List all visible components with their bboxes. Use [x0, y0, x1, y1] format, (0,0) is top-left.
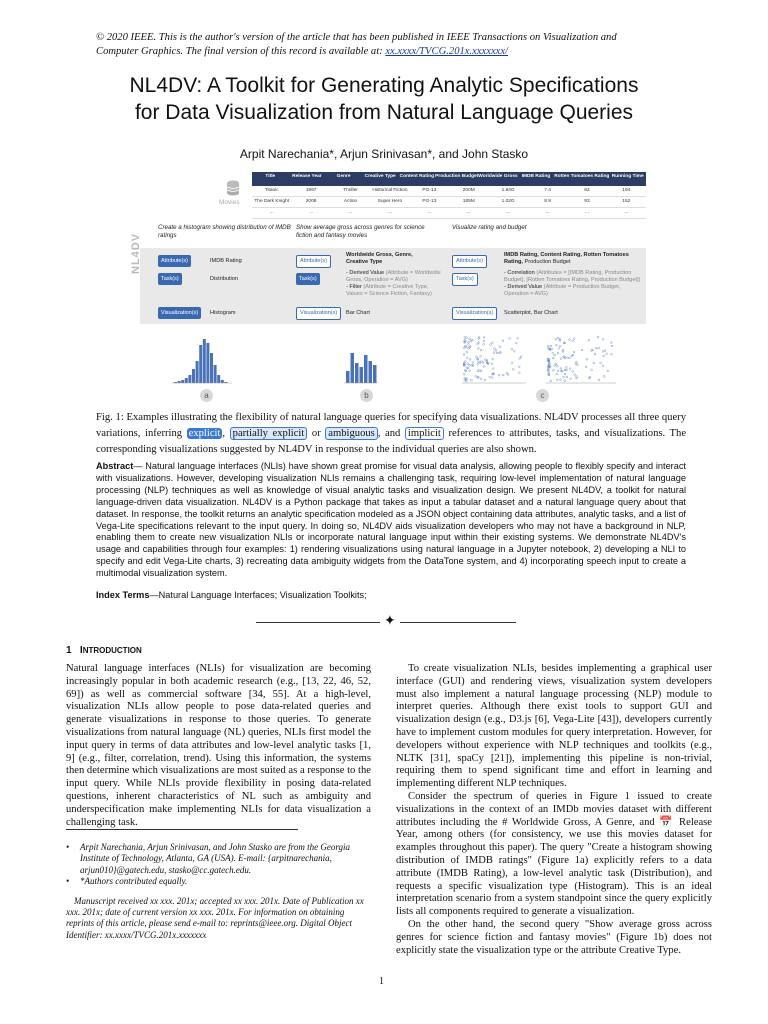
- histogram-bar: [203, 339, 206, 383]
- scatter-point: [551, 348, 553, 350]
- scatter-point: [570, 378, 572, 380]
- table-row: [252, 208, 646, 219]
- scatter-point: [572, 340, 574, 342]
- table-cell: 7.4: [544, 188, 551, 193]
- scatter-point: [480, 355, 482, 357]
- bar: [360, 367, 364, 383]
- table-cell: PG-13: [422, 199, 437, 204]
- scatter-point: [470, 340, 472, 342]
- scatter-point: [483, 344, 485, 346]
- scatter-point: [467, 344, 469, 346]
- query-c: Visualize rating and budget: [452, 224, 527, 231]
- table-cell: ...: [309, 210, 314, 215]
- scatter-point: [492, 342, 494, 344]
- left-column: [66, 663, 371, 829]
- histogram-bar: [185, 378, 188, 383]
- scatter-point: [560, 358, 562, 360]
- bar: [355, 363, 359, 383]
- bar: [369, 361, 373, 383]
- scatter-point: [477, 348, 479, 350]
- attr-b: Worldwide Gross, Genre, Creative Type: [346, 252, 413, 265]
- table-body: [252, 186, 646, 219]
- scatter-point: [480, 378, 482, 380]
- scatter-point: [560, 379, 562, 381]
- tag-attributes-a: Attribute(s): [158, 255, 191, 267]
- subfig-label-c: c: [536, 389, 549, 402]
- scatter-point: [553, 369, 555, 371]
- scatter-point: [486, 360, 488, 362]
- bar: [364, 355, 368, 383]
- scatter-point: [484, 359, 486, 361]
- table-header-cell: Production Budget: [435, 174, 479, 179]
- scatter-point: [467, 363, 469, 365]
- footnote-affiliation: • Arpit Narechania, Arjun Srinivasan, and John Stasko are from the Georgia Institute of Technology, Atlanta, GA (USA). E-mail: {arpitnarechania, arjun010}@gatech.edu, stasko@cc.gatech.edu.: [66, 842, 350, 875]
- scatter-point: [611, 353, 613, 355]
- table-header-cell: Rotten Tomatoes Rating: [554, 174, 610, 179]
- table-cell: 2008: [305, 199, 317, 204]
- scatter-point: [566, 376, 568, 378]
- query-a: Create a histogram showing distribution of IMDB ratings: [158, 224, 291, 239]
- scatter-point: [518, 372, 520, 374]
- scatter-point: [598, 347, 600, 349]
- scatter-point: [573, 351, 575, 353]
- scatter-point: [581, 349, 583, 351]
- scatter-point: [598, 379, 600, 381]
- teaser-figure: [130, 172, 646, 410]
- scatter-point: [559, 345, 561, 347]
- scatter-point: [491, 377, 493, 379]
- scatter-point: [591, 369, 593, 371]
- scatter-point: [603, 376, 605, 378]
- scatter-point: [469, 359, 471, 361]
- subfig-label-a: a: [200, 389, 213, 402]
- scatter-point: [573, 338, 575, 340]
- scatter-point: [555, 338, 557, 340]
- scatter-point: [463, 347, 465, 349]
- table-cell: Historical Fiction: [372, 188, 408, 193]
- scatter-point: [562, 349, 564, 351]
- scatter-point: [564, 380, 566, 382]
- scatter-point: [556, 379, 558, 381]
- scatter-point: [494, 348, 496, 350]
- footnote-equal: • *Authors contributed equally.: [66, 876, 188, 887]
- scatter-point: [597, 336, 599, 338]
- task-b: - Derived Value (Attribute = Worldwide Gross, Operation = AVG) - Filter (Attribute = Creative Type, Values = Science Fiction, Fantasy): [346, 270, 441, 297]
- histogram-bar: [206, 343, 209, 383]
- scatter-point: [464, 377, 466, 379]
- tag-tasks-b: Task(s): [296, 273, 320, 285]
- scatter-point: [466, 351, 468, 353]
- tag-attributes-c: Attribute(s): [452, 255, 487, 268]
- scatter-point: [469, 338, 471, 340]
- scatter-point: [495, 349, 497, 351]
- tag-vis-a: Visualization(s): [158, 307, 201, 319]
- scatter-point: [478, 342, 480, 344]
- scatter-point: [520, 356, 522, 358]
- scatter-point: [594, 353, 596, 355]
- task-a: Distribution: [210, 276, 238, 282]
- scatter-point: [498, 374, 500, 376]
- scatter-point: [472, 362, 474, 364]
- scatter-point: [468, 341, 470, 343]
- scatter-point: [554, 354, 556, 356]
- abstract: [96, 461, 686, 580]
- scatter-point: [491, 363, 493, 365]
- scatter-point: [490, 344, 492, 346]
- explicit-highlight: explicit: [188, 428, 221, 439]
- intro-paragraph-2: To create visualization NLIs, besides implementing a graphical user interface (GUI) and rendering views, visualization system developers must also implement a natural language processing (NLP) module to interpret queries. Although there exist tools to support GUI and visualization design (e.g., D3.js [6], Vega-Lite [43]), developers currently have to implement custom modules for query interpretation. However, for developers without experience with NLP techniques and toolkits (e.g., NLTK [31], spaCy [21]), implementing this pipeline is non-trivial, requiring them to spend significant time and effort in learning and implementing different NLP techniques.: [396, 663, 712, 790]
- table-cell: 1.84G: [501, 188, 515, 193]
- title-line2: for Data Visualization from Natural Language Queries: [134, 101, 634, 124]
- scatter-point: [602, 365, 604, 367]
- scatter-point: [483, 340, 485, 342]
- table-cell: 8.9: [544, 199, 551, 204]
- table-cell: Thriller: [343, 188, 358, 193]
- paper-title: [40, 72, 728, 126]
- scatter-point: [557, 352, 559, 354]
- scatter-point: [564, 373, 566, 375]
- scatter-point: [588, 339, 590, 341]
- table-cell: ...: [466, 210, 471, 215]
- table-cell: ...: [624, 210, 629, 215]
- scatter-point: [468, 348, 470, 350]
- manuscript-info: Manuscript received xx xxx. 201x; accepted xx xxx. 201x. Date of Publication xx xxx. 201x; date of current version xx xxx. 201x. For information on obtaining reprints of this article, please send e-mail to: reprints@ieee.org. Digital Object Identifier: xx.xxxx/TVCG.201x.xxxxxxx: [66, 895, 364, 940]
- scatter-point: [475, 375, 477, 377]
- table-cell: 82: [584, 188, 590, 193]
- histogram-bar: [210, 353, 213, 383]
- scatter-point: [556, 373, 558, 375]
- subfig-label-b: b: [360, 389, 373, 402]
- scatter-point: [550, 345, 552, 347]
- scatter-point: [547, 346, 549, 348]
- scatter-point: [484, 379, 486, 381]
- scatter-point: [466, 357, 468, 359]
- scatter-point: [492, 368, 494, 370]
- scatter-point: [563, 376, 565, 378]
- table-header-cell: Title: [265, 174, 276, 179]
- scatter-point: [595, 347, 597, 349]
- intro-paragraph-1: Natural language interfaces (NLIs) for visualization are becoming increasingly popular in both academic research (e.g., [13, 22, 46, 52, 69]) as well as commercial software [34, 55]. At a high-level, visualization NLIs allow people to pose data-related queries and generate visualizations in response to those queries. To generate visualizations from natural language (NL) queries, NLIs first model the input query in terms of data attributes and low-level analytic tasks [1, 9] (e.g., filter, correlation, trend). Using this information, the systems then determine which visualizations are most suited as a response to the input query. While NLIs provide flexibility in posing data-related questions, inherent characteristics of NL such as ambiguity and underspecification make implementing NLIs for data visualization a challenging task.: [66, 663, 371, 828]
- scatter-point: [463, 373, 465, 375]
- table-cell: ...: [269, 210, 274, 215]
- scatter-point: [481, 361, 483, 363]
- table-cell: 152: [622, 199, 631, 204]
- scatterplots-thumbnail: [456, 327, 636, 387]
- database-icon: [226, 180, 240, 196]
- histogram-thumbnail: [164, 327, 234, 387]
- table-cell: 200M: [462, 188, 475, 193]
- intro-paragraph-4: On the other hand, the second query "Show average gross across genres for science fiction and fantasy movies" (Figure 1b) does not explicitly state the visualization type or the attribute Creative Type.: [396, 918, 712, 956]
- footnote-rule: [66, 829, 298, 830]
- query-b: Show average gross across genres for science fiction and fantasy movies: [296, 224, 425, 239]
- table-cell: 1.02G: [501, 199, 515, 204]
- scatter-point: [602, 338, 604, 340]
- scatter-point: [571, 355, 573, 357]
- task-c: - Correlation (Attributes = [IMDB Rating, Production Budget], [Rotten Tomatoes Rating, Production Budget]) - Derived Value (Attribute = Production Budget, Operation = AVG): [504, 270, 641, 297]
- ambiguous-highlight: ambiguous: [325, 427, 378, 440]
- scatter-point: [502, 340, 504, 342]
- bar-chart-thumbnail: [340, 327, 380, 387]
- table-cell: ...: [387, 210, 392, 215]
- scatter-point: [556, 344, 558, 346]
- scatter-point: [593, 362, 595, 364]
- scatter-point: [489, 376, 491, 378]
- table-cell: ...: [545, 210, 550, 215]
- scatter-point: [513, 350, 515, 352]
- scatter-point: [476, 356, 478, 358]
- scatter-point: [511, 362, 513, 364]
- scatter-point: [471, 364, 473, 366]
- scatter-point: [502, 374, 504, 376]
- table-header-cell: Worldwide Gross: [478, 174, 518, 179]
- scatter-point: [469, 370, 471, 372]
- scatter-point: [576, 361, 578, 363]
- scatter-point: [557, 337, 559, 339]
- scatter-point: [477, 364, 479, 366]
- table-cell: ...: [506, 210, 511, 215]
- attr-a: IMDB Rating: [210, 258, 242, 264]
- table-header-cell: IMDB Rating: [521, 174, 551, 179]
- table-cell: 185M: [462, 199, 475, 204]
- abstract-text: — Natural language interfaces (NLIs) have shown great promise for visual data analysis, allowing people to flexibly specify and interact with visualizations. However, developing visualization NLIs remains a challenging task, requiring low-level implementation of natural language processing (NLP) techniques as well as knowledge of visual analytic tasks and visualization design. We present NL4DV, a toolkit for natural language-driven data visualization. NL4DV is a Python package that takes as input a tabular dataset and a natural language query about that dataset. In response, the toolkit returns an analytic specification modeled as a JSON object containing data attributes, analytic tasks, and a list of Vega-Lite specifications relevant to the input query. In doing so, NL4DV aids visualization developers who may not have a background in NLP, enabling them to create new visualization NLIs or incorporate natural language input within their existing systems. We demonstrate NL4DV's usage and capabilities through four examples: 1) rendering visualizations using natural language in a Jupyter notebook, 2) developing a NLI to specify and edit Vega-Lite charts, 3) recreating data ambiguity widgets from the DataTone system, and 4) incorporating speech input to create a multimodal visualization system.: [96, 461, 686, 579]
- scatter-point: [552, 353, 554, 355]
- histogram-bar: [217, 375, 220, 383]
- right-column: [396, 663, 712, 957]
- notice-line1: © 2020 IEEE. This is the author's version of the article that has been published in IEEE Transactions on Visualization and: [96, 32, 617, 43]
- scatter-point: [606, 353, 608, 355]
- histogram-bar: [221, 380, 224, 383]
- scatter-point: [471, 379, 473, 381]
- figure-caption: Fig. 1: Examples illustrating the flexibility of natural language queries for specifying data visualizations. NL4DV processes all three query variations, inferring explicit , partially explicit or ambiguous , and implicit references to attributes, tasks, and visualizations. The corresponding visualizations suggested by NL4DV in response to the individual queries are also shown.: [96, 412, 687, 455]
- tag-vis-c: Visualization(s): [452, 307, 497, 320]
- scatter-point: [512, 369, 514, 371]
- table-cell: 194: [622, 188, 631, 193]
- table-header-cell: Running Time: [611, 174, 644, 179]
- scatter-point: [566, 357, 568, 359]
- scatter-point: [496, 352, 498, 354]
- vis-a: Histogram: [210, 310, 236, 316]
- table-cell: ...: [584, 210, 589, 215]
- tag-vis-b: Visualization(s): [296, 307, 341, 320]
- tag-attributes-b: Attribute(s): [296, 255, 331, 268]
- scatter-point: [515, 342, 517, 344]
- table-cell: Super Hero: [377, 199, 403, 204]
- nl4dv-side-label: NL4DV: [130, 232, 142, 274]
- notice-line2: Computer Graphics. The final version of this record is available at:: [96, 46, 383, 57]
- table-header-cell: Genre: [336, 174, 351, 179]
- histogram-bar: [196, 361, 199, 383]
- histogram-bar: [214, 365, 217, 383]
- scatter-point: [469, 364, 471, 366]
- section-heading: 1 INTRODUCTION: [66, 645, 142, 656]
- tag-tasks-c: Task(s): [452, 273, 478, 286]
- scatter-point: [550, 380, 552, 382]
- scatter-point: [552, 357, 554, 359]
- table-header-cell: Content Rating: [399, 174, 434, 179]
- scatter-point: [565, 367, 567, 369]
- scatter-point: [499, 346, 501, 348]
- scatter-point: [483, 337, 485, 339]
- bar: [346, 371, 350, 383]
- footnotes: [66, 842, 371, 941]
- scatter-point: [548, 369, 550, 371]
- table-cell: The Dark Knight: [254, 199, 290, 204]
- table-header-cell: Creative Type: [364, 174, 396, 179]
- divider-diamond-icon: ✦: [380, 615, 400, 629]
- authors: Arpit Narechania*, Arjun Srinivasan*, and John Stasko: [239, 147, 529, 161]
- bar: [351, 353, 355, 383]
- scatter-point: [519, 358, 521, 360]
- scatter-point: [610, 342, 612, 344]
- implicit-highlight: implicit: [405, 427, 444, 440]
- scatter-point: [557, 370, 559, 372]
- table-header: [252, 172, 646, 186]
- scatter-point: [509, 338, 511, 340]
- index-terms: Index Terms—Natural Language Interfaces; Visualization Toolkits;: [96, 590, 367, 600]
- table-cell: ...: [348, 210, 353, 215]
- scatter-point: [555, 363, 557, 365]
- table-cell: 93: [584, 199, 590, 204]
- scatter-point: [611, 345, 613, 347]
- page-number: 1: [379, 976, 384, 987]
- scatter-point: [569, 339, 571, 341]
- table-row: [252, 197, 646, 208]
- table-cell: 1997: [305, 188, 317, 193]
- histogram-bar: [178, 381, 181, 383]
- scatter-point: [574, 374, 576, 376]
- scatter-point: [572, 371, 574, 373]
- scatter-point: [463, 354, 465, 356]
- copyright-notice: [96, 31, 692, 59]
- scatter-point: [604, 350, 606, 352]
- scatter-point: [517, 337, 519, 339]
- scatter-point: [492, 358, 494, 360]
- tag-tasks-a: Task(s): [158, 273, 182, 285]
- bar: [373, 365, 377, 383]
- scatter-point: [511, 348, 513, 350]
- attr-c: IMDB Rating, Content Rating, Rotten Tomatoes Rating, Production Budget: [504, 252, 629, 265]
- histogram-bar: [199, 345, 202, 383]
- scatter-point: [603, 355, 605, 357]
- scatter-point: [600, 362, 602, 364]
- abstract-label: Abstract: [96, 461, 134, 471]
- scatter-point: [493, 352, 495, 354]
- table-row: [252, 186, 646, 197]
- histogram-bar: [188, 375, 191, 383]
- movies-table: [252, 172, 646, 219]
- vis-c: Scatterplot, Bar Chart: [504, 310, 558, 316]
- histogram-bar: [181, 380, 184, 383]
- doi-link[interactable]: xx.xxxx/TVCG.201x.xxxxxxx/: [385, 46, 508, 57]
- scatter-point: [483, 366, 485, 368]
- scatter-point: [558, 348, 560, 350]
- table-cell: ...: [427, 210, 432, 215]
- table-cell: PG-13: [422, 188, 437, 193]
- scatter-point: [569, 368, 571, 370]
- scatter-point: [557, 365, 559, 367]
- scatter-point: [569, 357, 571, 359]
- partially-explicit-highlight: partially explicit: [230, 427, 308, 440]
- scatter-point: [506, 372, 508, 374]
- scatter-point: [560, 368, 562, 370]
- scatter-point: [607, 370, 609, 372]
- scatter-point: [585, 366, 587, 368]
- scatter-point: [518, 366, 520, 368]
- movies-label: Movies: [219, 199, 240, 206]
- scatter-point: [572, 354, 574, 356]
- vis-b: Bar Chart: [346, 310, 370, 316]
- title-line1: NL4DV: A Toolkit for Generating Analytic Specifications: [129, 74, 639, 97]
- histogram-bar: [192, 369, 195, 383]
- intro-paragraph-3: Consider the spectrum of queries in Figure 1 issued to create visualizations in the context of an IMDb movies dataset with different attributes including the # Worldwide Gross, A Genre, and 📅 Release Year, among others (for consistency, we use this movies dataset for examples throughout this paper). The query "Create a histogram showing distribution of IMDB ratings" (Figure 1a) explicitly refers to a data attribute (IMDB Rating), a low-level analytic task (Distribution), and requests a specific visualization type (Histogram). This is an ideal interpretation scenario from a system standpoint since the query explicitly lists all components required to generate a visualization.: [396, 790, 712, 918]
- scatter-point: [577, 364, 579, 366]
- scatter-point: [480, 349, 482, 351]
- table-cell: Action: [343, 199, 358, 204]
- table-cell: Titanic: [264, 188, 279, 193]
- scatter-point: [586, 358, 588, 360]
- table-header-cell: Release Year: [292, 174, 322, 179]
